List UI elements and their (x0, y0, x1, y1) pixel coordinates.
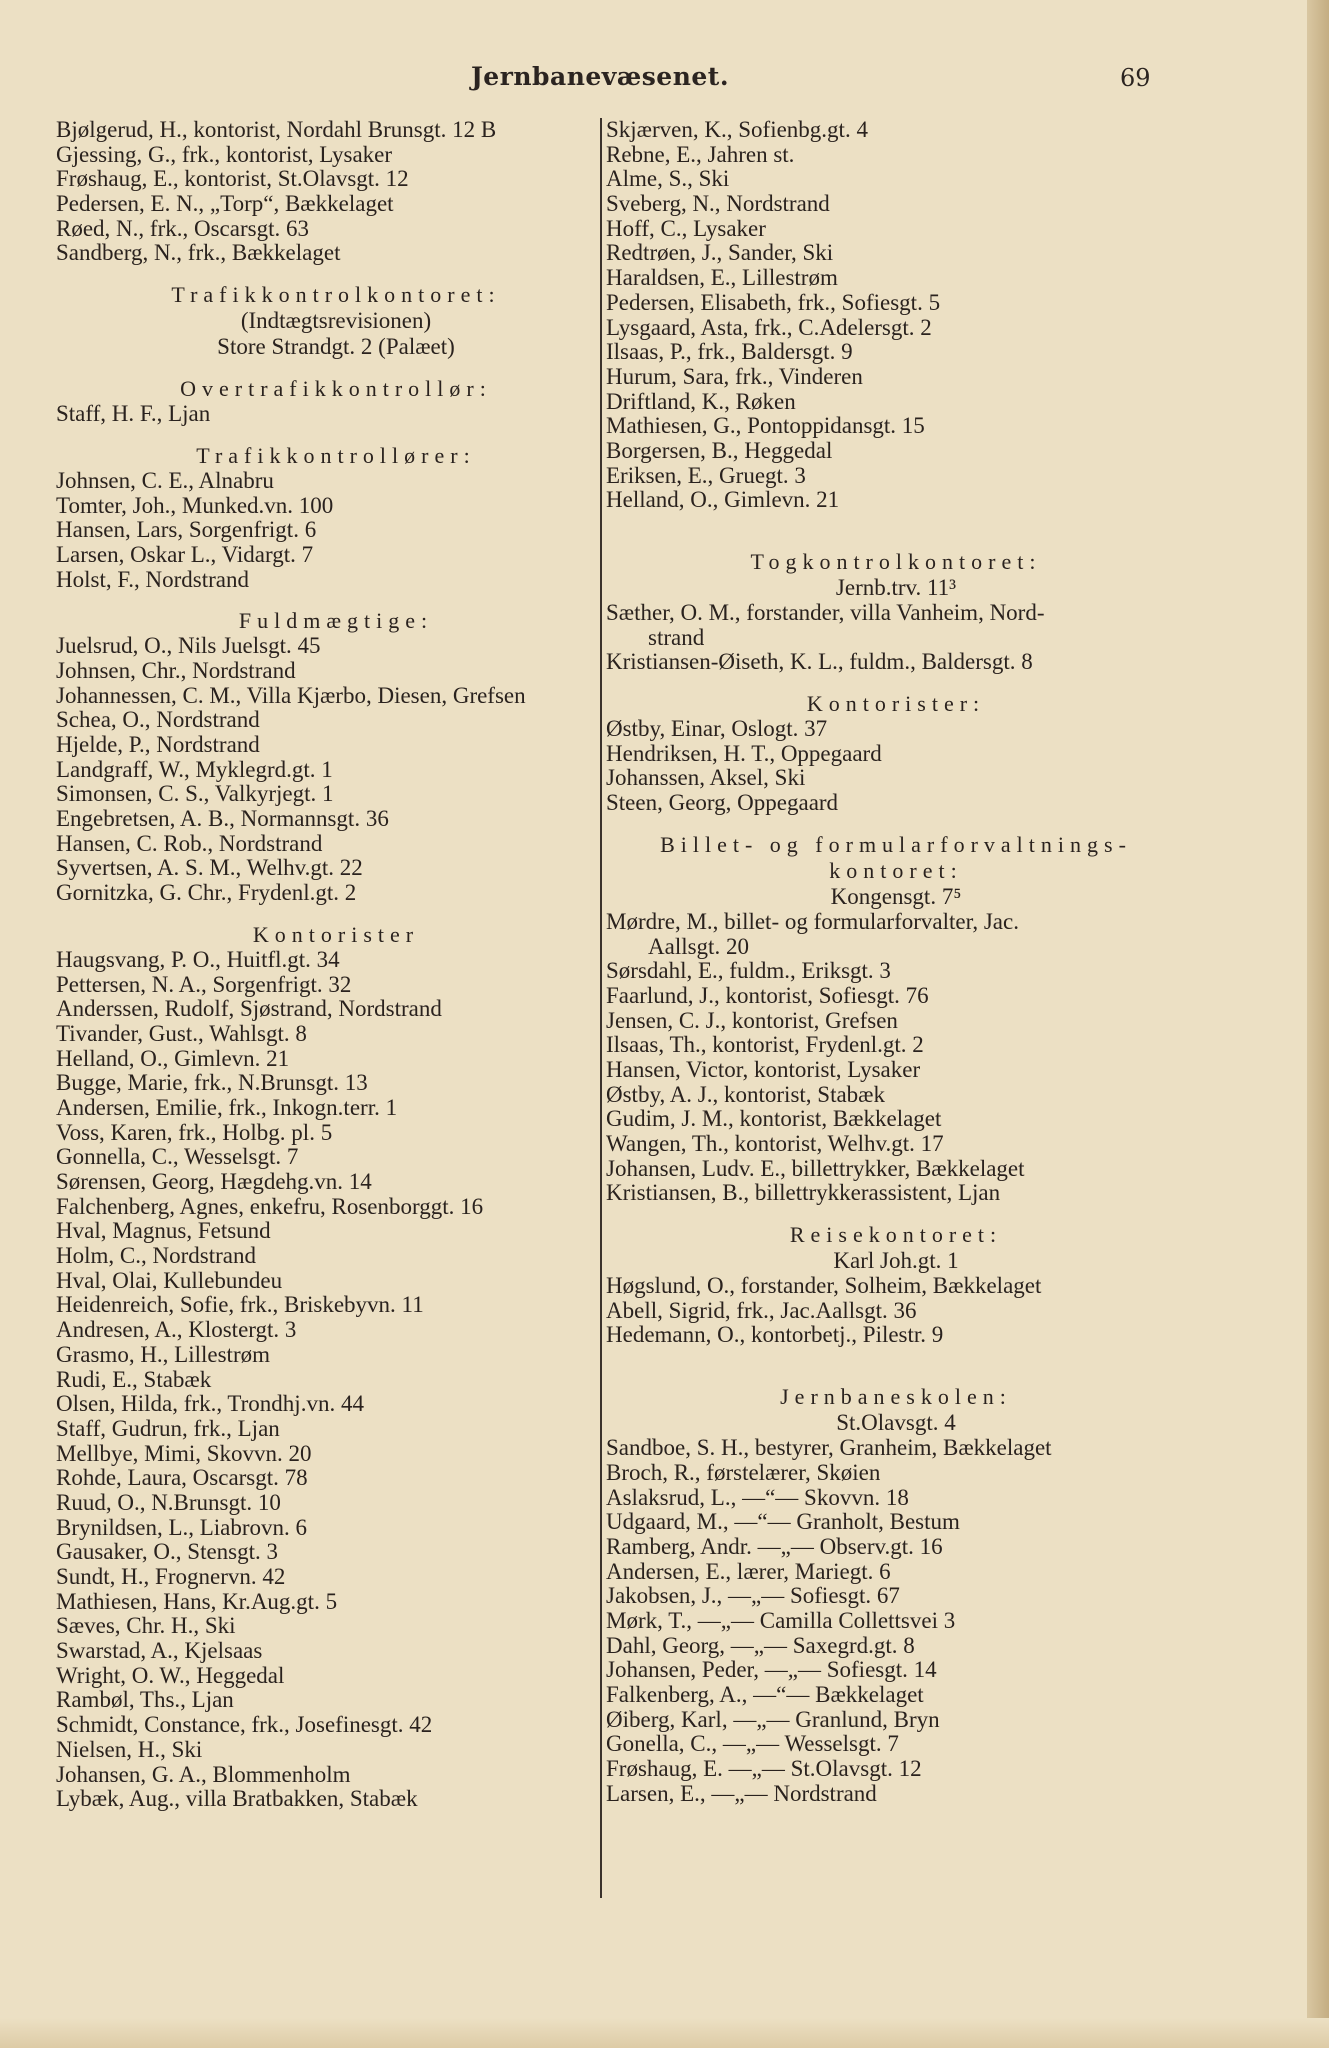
section-heading-kontorister: Kontorister (252, 921, 420, 947)
list-item: Hansen, Lars, Sorgenfrigt. 6 (56, 517, 317, 543)
jernbaneskolen-list (606, 1436, 1186, 1806)
right-top-entries (606, 118, 1186, 513)
list-item: Hval, Olai, Kullebundeu (56, 1267, 283, 1293)
list-item-continuation: strand (648, 624, 705, 650)
spacer (606, 1348, 1186, 1368)
list-item: Syvertsen, A. S. M., Welhv.gt. 22 (56, 855, 363, 881)
list-item: Østby, Einar, Oslogt. 37 (606, 716, 828, 742)
list-item: Johannessen, C. M., Villa Kjærbo, Diesen, Grefsen (56, 682, 526, 708)
list-item: Bugge, Marie, frk., N.Brunsgt. 13 (56, 1070, 368, 1096)
list-item: Ilsaas, Th., kontorist, Frydenl.gt. 2 (606, 1032, 924, 1058)
list-item: Mathiesen, G., Pontoppidansgt. 15 (606, 413, 925, 439)
list-item: Larsen, Oskar L., Vidargt. 7 (56, 541, 314, 567)
list-item: Sandboe, S. H., bestyrer, Granheim, Bækkelaget (606, 1435, 1052, 1461)
list-item: Hansen, C. Rob., Nordstrand (56, 830, 323, 856)
list-item: Faarlund, J., kontorist, Sofiesgt. 76 (606, 982, 929, 1008)
list-item: Sæther, O. M., forstander, villa Vanheim, Nord- (606, 600, 1045, 625)
section-heading-billet-cont: kontoret: (829, 857, 963, 883)
togkontrol-list (606, 601, 1186, 675)
list-item: Skjærven, K., Sofienbg.gt. 4 (606, 117, 868, 142)
list-item: Abell, Sigrid, frk., Jac.Aallsgt. 36 (606, 1297, 917, 1323)
list-item: Anderssen, Rudolf, Sjøstrand, Nordstrand (56, 996, 442, 1022)
list-item: Johansen, G. A., Blommenholm (56, 1761, 351, 1787)
list-item: Wright, O. W., Heggedal (56, 1662, 285, 1688)
list-item: Haraldsen, E., Lillestrøm (606, 265, 838, 291)
list-item: Øiberg, Karl, —„— Granlund, Bryn (606, 1706, 940, 1732)
list-item: Helland, O., Gimlevn. 21 (606, 487, 840, 513)
list-item: Hurum, Sara, frk., Vinderen (606, 363, 863, 389)
list-item: Udgaard, M., —“— Granholt, Bestum (606, 1509, 960, 1535)
list-item: Holst, F., Nordstrand (56, 566, 250, 592)
list-item: Hendriksen, H. T., Oppegaard (606, 740, 882, 766)
list-item: Falkenberg, A., —“— Bækkelaget (606, 1682, 924, 1707)
list-item: Gonnella, C., Wesselsgt. 7 (56, 1144, 299, 1170)
list-item: Steen, Georg, Oppegaard (606, 790, 839, 816)
section-heading-reisekontoret: Reisekontoret: (789, 1222, 1003, 1248)
list-item: Helland, O., Gimlevn. 21 (56, 1045, 290, 1071)
list-item: Sørsdahl, E., fuldm., Eriksgt. 3 (606, 958, 891, 984)
list-item: Østby, A. J., kontorist, Stabæk (606, 1081, 886, 1107)
section-address: Jernb.trv. 11³ (835, 575, 957, 600)
section-heading-togkontrolkontoret: Togkontrolkontoret: (750, 549, 1042, 574)
list-item: Voss, Karen, frk., Holbg. pl. 5 (56, 1119, 333, 1145)
list-item: Andersen, E., lærer, Mariegt. 6 (606, 1558, 891, 1584)
list-item: Holm, C., Nordstrand (56, 1243, 256, 1269)
list-item: Lysgaard, Asta, frk., C.Adelersgt. 2 (606, 314, 932, 340)
list-item: Juelsrud, O., Nils Juelsgt. 45 (56, 633, 321, 659)
section-heading-overtrafikkontrollor: Overtrafikkontrollør: (180, 376, 492, 402)
list-item: Andersen, Emilie, frk., Inkogn.terr. 1 (56, 1094, 398, 1120)
list-item: Schmidt, Constance, frk., Josefinesgt. 42 (56, 1712, 433, 1738)
list-item: Kristiansen, B., billettrykkerassistent, Ljan (606, 1180, 1001, 1206)
list-item: Brynildsen, L., Liabrovn. 6 (56, 1514, 308, 1540)
list-item: Johnsen, C. E., Alnabru (56, 467, 274, 493)
list-item: Johansen, Peder, —„— Sofiesgt. 14 (606, 1657, 937, 1683)
list-item: Rudi, E., Stabæk (56, 1366, 212, 1392)
list-item: Røed, N., frk., Oscarsgt. 63 (56, 215, 309, 241)
section-heading-trafikkontrolkontoret: Trafikkontrolkontoret: (171, 282, 501, 308)
list-item: Heidenreich, Sofie, frk., Briskebyvn. 11 (56, 1292, 424, 1318)
list-item: Wangen, Th., kontorist, Welhv.gt. 17 (606, 1131, 944, 1156)
section-address: Karl Joh.gt. 1 (833, 1248, 959, 1274)
list-item: Jakobsen, J., —„— Sofiesgt. 67 (606, 1583, 900, 1609)
list-item: Aslaksrud, L., —“— Skovvn. 18 (606, 1484, 909, 1510)
list-item: Driftland, K., Røken (606, 388, 796, 414)
list-item: Gudim, J. M., kontorist, Bækkelaget (606, 1106, 942, 1132)
list-item: Bjølgerud, H., kontorist, Nordahl Brunsgt. 12 B (56, 117, 497, 142)
list-item: Johnsen, Chr., Nordstrand (56, 657, 296, 683)
list-item: Landgraff, W., Myklegrd.gt. 1 (56, 756, 333, 782)
kontorister-list (56, 948, 616, 1812)
list-item: Eriksen, E., Gruegt. 3 (606, 462, 806, 488)
list-item: Gonella, C., —„— Wesselsgt. 7 (606, 1731, 899, 1757)
list-item: Staff, Gudrun, frk., Ljan (56, 1415, 280, 1441)
list-item: Pedersen, Elisabeth, frk., Sofiesgt. 5 (606, 289, 941, 315)
section-heading-kontorister-right: Kontorister: (806, 691, 986, 717)
list-item: Kristiansen-Øiseth, K. L., fuldm., Baldersgt. 8 (606, 649, 1033, 675)
list-item: Simonsen, C. S., Valkyrjegt. 1 (56, 781, 334, 807)
list-item: Andresen, A., Klostergt. 3 (56, 1317, 297, 1343)
billet-list (606, 910, 1186, 1206)
list-item: Sveberg, N., Nordstrand (606, 191, 830, 217)
list-item: Alme, S., Ski (606, 166, 730, 192)
list-item: Rambøl, Ths., Ljan (56, 1687, 234, 1713)
list-item: Sundt, H., Frognervn. 42 (56, 1564, 286, 1589)
list-item: Borgersen, B., Heggedal (606, 437, 833, 463)
list-item: Rebne, E., Jahren st. (606, 141, 795, 167)
list-item: Sandberg, N., frk., Bækkelaget (56, 240, 341, 266)
list-item: Lybæk, Aug., villa Bratbakken, Stabæk (56, 1786, 418, 1812)
list-item: Broch, R., førstelærer, Skøien (606, 1459, 881, 1485)
list-item: Sæves, Chr. H., Ski (56, 1613, 236, 1639)
list-item: Johansen, Ludv. E., billettrykker, Bækkelaget (606, 1155, 1025, 1181)
list-item: Swarstad, A., Kjelsaas (56, 1638, 263, 1664)
section-address: Store Strandgt. 2 (Palæet) (217, 334, 455, 360)
list-item: Engebretsen, A. B., Normannsgt. 36 (56, 806, 389, 832)
list-item: Sørensen, Georg, Hægdehg.vn. 14 (56, 1169, 372, 1194)
list-item: Hansen, Victor, kontorist, Lysaker (606, 1056, 921, 1082)
list-item: Gjessing, G., frk., kontorist, Lysaker (56, 141, 393, 167)
list-item: Gornitzka, G. Chr., Frydenl.gt. 2 (56, 880, 357, 906)
list-item: Hjelde, P., Nordstrand (56, 732, 260, 757)
page-edge-shadow (1307, 0, 1329, 2048)
list-item: Hoff, C., Lysaker (606, 215, 766, 241)
list-item: Mørk, T., —„— Camilla Collettsvei 3 (606, 1607, 956, 1633)
list-item: Frøshaug, E., kontorist, St.Olavsgt. 12 (56, 166, 409, 192)
list-item: Haugsvang, P. O., Huitfl.gt. 34 (56, 946, 340, 972)
fuldmaegtige-list (56, 634, 616, 906)
page-bottom-shadow (0, 2018, 1329, 2048)
list-item: Staff, H. F., Ljan (56, 401, 211, 427)
section-heading-billet: Billet- og formularforvaltnings- (660, 831, 1132, 857)
left-column (56, 118, 616, 1812)
list-item: Frøshaug, E. —„— St.Olavsgt. 12 (606, 1756, 922, 1782)
section-heading-trafikkontrollorer: Trafikkontrollører: (196, 442, 476, 468)
overtrafikkontrollor-list (56, 402, 616, 427)
running-header-title: Jernbanevæsenet. (470, 62, 730, 91)
list-item: Jensen, C. J., kontorist, Grefsen (606, 1007, 898, 1033)
list-item: Grasmo, H., Lillestrøm (56, 1341, 270, 1367)
list-item: Mathiesen, Hans, Kr.Aug.gt. 5 (56, 1588, 338, 1614)
section-address: St.Olavsgt. 4 (836, 1410, 956, 1436)
section-heading-fuldmaegtige: Fuldmægtige: (238, 608, 434, 634)
list-item: Tivander, Gust., Wahlsgt. 8 (56, 1020, 307, 1046)
list-item: Gausaker, O., Stensgt. 3 (56, 1539, 279, 1565)
list-item-continuation: Aallsgt. 20 (648, 933, 749, 959)
list-item: Høgslund, O., forstander, Solheim, Bækkelaget (606, 1273, 1042, 1299)
list-item: Olsen, Hilda, frk., Trondhj.vn. 44 (56, 1391, 364, 1417)
reise-list (606, 1274, 1186, 1348)
list-item: Johanssen, Aksel, Ski (606, 765, 806, 791)
list-item: Dahl, Georg, —„— Saxegrd.gt. 8 (606, 1632, 915, 1658)
left-top-entries (56, 118, 616, 266)
list-item: Ruud, O., N.Brunsgt. 10 (56, 1489, 281, 1515)
list-item: Nielsen, H., Ski (56, 1736, 203, 1762)
section-address: Kongensgt. 7⁵ (830, 883, 962, 909)
list-item: Tomter, Joh., Munked.vn. 100 (56, 492, 334, 518)
list-item: Redtrøen, J., Sander, Ski (606, 240, 834, 266)
list-item: Ilsaas, P., frk., Baldersgt. 9 (606, 339, 853, 365)
list-item: Hedemann, O., kontorbetj., Pilestr. 9 (606, 1322, 944, 1348)
section-heading-jernbaneskolen: Jernbaneskolen: (780, 1384, 1012, 1410)
list-item: Mørdre, M., billet- og formularforvalter, Jac. (606, 908, 1019, 934)
list-item: Rohde, Laura, Oscarsgt. 78 (56, 1465, 308, 1491)
list-item: Pettersen, N. A., Sorgenfrigt. 32 (56, 971, 352, 997)
kontorister-right-list (606, 717, 1186, 816)
list-item: Ramberg, Andr. —„— Observ.gt. 16 (606, 1533, 943, 1559)
section-subheading: (Indtægtsrevisionen) (240, 308, 432, 334)
trafikkontrollorer-list (56, 469, 616, 592)
list-item: Falchenberg, Agnes, enkefru, Rosenborggt. 16 (56, 1193, 484, 1219)
list-item: Hval, Magnus, Fetsund (56, 1218, 271, 1244)
list-item: Pedersen, E. N., „Torp“, Bækkelaget (56, 191, 394, 217)
list-item: Larsen, E., —„— Nordstrand (606, 1780, 877, 1806)
spacer (606, 513, 1186, 533)
right-column (606, 118, 1186, 1806)
page-number: 69 (1120, 64, 1151, 92)
list-item: Schea, O., Nordstrand (56, 707, 260, 733)
list-item: Mellbye, Mimi, Skovvn. 20 (56, 1440, 312, 1466)
